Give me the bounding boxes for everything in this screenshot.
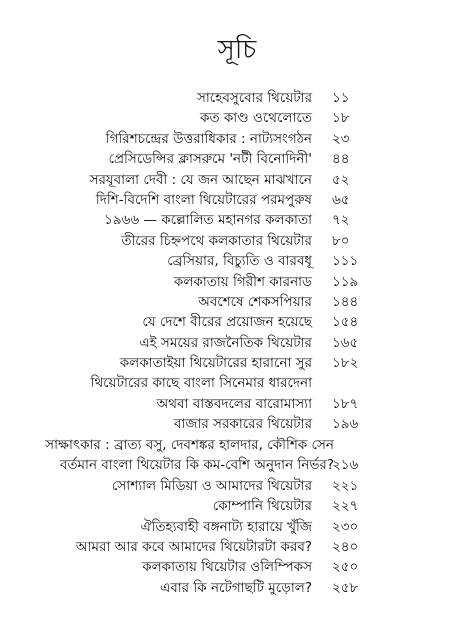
toc-entry: [0, 231, 474, 251]
toc-entry: [0, 476, 474, 496]
toc-entry-title: কত কাণ্ড ওথেলোতে: [199, 110, 312, 127]
toc-entry-title: এই সময়ের রাজনৈতিক থিয়েটার: [139, 334, 312, 351]
toc-entry: [0, 272, 474, 292]
toc-list: [0, 88, 474, 598]
toc-entry-title: প্রেসিডেন্সির ক্লাসরুমে 'নটী বিনোদিনী': [108, 151, 312, 168]
toc-entry: [0, 394, 474, 414]
toc-entry-page: ৬৫: [332, 191, 350, 208]
toc-entry-page: ২৩০: [332, 518, 359, 535]
toc-entry-page: ১১: [332, 90, 350, 106]
toc-entry-title: সরযূবালা দেবী : যে জন আছেন মাঝখানে: [89, 171, 312, 188]
toc-entry-page: ২২১: [332, 477, 359, 494]
toc-entry: [0, 312, 474, 332]
toc-entry: [0, 292, 474, 312]
toc-entry: [0, 537, 474, 557]
toc-entry: [0, 210, 474, 230]
toc-entry: [0, 557, 474, 577]
toc-entry: [0, 578, 474, 598]
toc-entry: [0, 414, 474, 434]
toc-entry-title: আমরা আর কবে আমাদের থিয়েটারটা করব?: [75, 539, 312, 556]
toc-entry-title: যে দেশে বীরের প্রয়োজন হয়েছে: [142, 314, 312, 331]
toc-entry-title: ১৯৬৬ — কল্লোলিত মহানগর কলকাতা: [104, 212, 312, 229]
toc-entry-title: এবার কি নটেগাছটি মুড়োল?: [159, 579, 312, 596]
page-title: সূচি: [217, 35, 257, 65]
toc-entry: [0, 129, 474, 149]
toc-entry-page: ২৩: [332, 130, 350, 147]
toc-entry-title: দিশি-বিদেশি বাংলা থিয়েটারের পরমপুরুষ: [95, 191, 312, 208]
toc-entry: [0, 190, 474, 210]
toc-entry-page: ১৮: [332, 110, 350, 127]
toc-entry-page: ৫২: [332, 171, 350, 188]
toc-entry-page: ৪৪: [332, 151, 350, 168]
toc-entry: [0, 496, 474, 516]
toc-entry: [0, 88, 474, 108]
toc-entry: [0, 333, 474, 353]
toc-entry: [0, 435, 474, 476]
toc-entry-page: ১৮২: [332, 355, 359, 372]
toc-entry-page: ২৪০: [332, 539, 359, 556]
toc-entry: [0, 251, 474, 271]
toc-entry-title: সোশ্যাল মিডিয়া ও আমাদের থিয়েটার: [111, 477, 312, 494]
toc-entry: [0, 170, 474, 190]
toc-entry-page: ৮০: [332, 232, 350, 249]
toc-entry-title: অবশেষে শেকসপিয়ার: [198, 293, 312, 310]
toc-entry: [0, 149, 474, 169]
toc-entry-title: সাক্ষাৎকার : ব্রাত্য বসু, দেবশঙ্কর হালদার, কৌশিক সেন বর্তমান বাংলা থিয়েটার কি কম-বেশি অনুদান নির্ভর?: [45, 436, 334, 473]
toc-entry-page: ২২৭: [332, 498, 359, 515]
toc-entry-page: ২৫৮: [332, 579, 359, 596]
toc-entry-page: ১১৯: [332, 273, 359, 290]
toc-entry: [0, 108, 474, 128]
toc-entry-title: তীরের চিহ্নপথে কলকাতার থিয়েটার: [121, 232, 312, 249]
toc-entry-page: ১৫৪: [332, 314, 359, 331]
toc-entry-title: ঐতিহ্যবাহী বঙ্গনাট্য হারায়ে খুঁজি: [140, 518, 312, 535]
toc-entry-page: ৭২: [332, 212, 350, 229]
toc-entry-title: কলকাতায় গিরীশ কারনাড: [173, 273, 312, 290]
toc-entry-title: কলকাতাইয়া থিয়েটারের হারানো সুর থিয়েটারের কাছে বাংলা সিনেমার ধারদেনা: [90, 355, 312, 392]
toc-entry-title: কলকাতায় থিয়েটার ওলিম্পিকস: [142, 559, 312, 576]
toc-entry-page: ১৪৪: [332, 293, 359, 310]
toc-entry-page: ১৯৬: [332, 416, 359, 433]
toc-entry-title: অথবা বাস্তবদলের বারোমাস্যা: [156, 396, 312, 413]
toc-entry-page: ১৮৭: [332, 396, 359, 413]
toc-entry-title: কোম্পানি থিয়েটার: [212, 498, 312, 515]
toc-entry: [0, 517, 474, 537]
toc-entry-page: ২১৬: [332, 456, 359, 473]
toc-entry-page: ১১১: [332, 253, 359, 270]
toc-entry: [0, 353, 474, 394]
toc-entry-title: গিরিশচন্দ্রের উত্তরাধিকার : নাট্যসংগঠন: [105, 130, 312, 147]
toc-entry-title: ব্রেসিয়ার, বিচ্যুতি ও বারবধূ: [167, 253, 312, 270]
toc-entry-title: বাজার সরকারের থিয়েটার: [173, 416, 312, 433]
toc-entry-title: সাহেবসুবোর থিয়েটার: [196, 90, 312, 106]
toc-entry-page: ১৬৫: [332, 334, 359, 351]
toc-entry-page: ২৫০: [332, 559, 359, 576]
